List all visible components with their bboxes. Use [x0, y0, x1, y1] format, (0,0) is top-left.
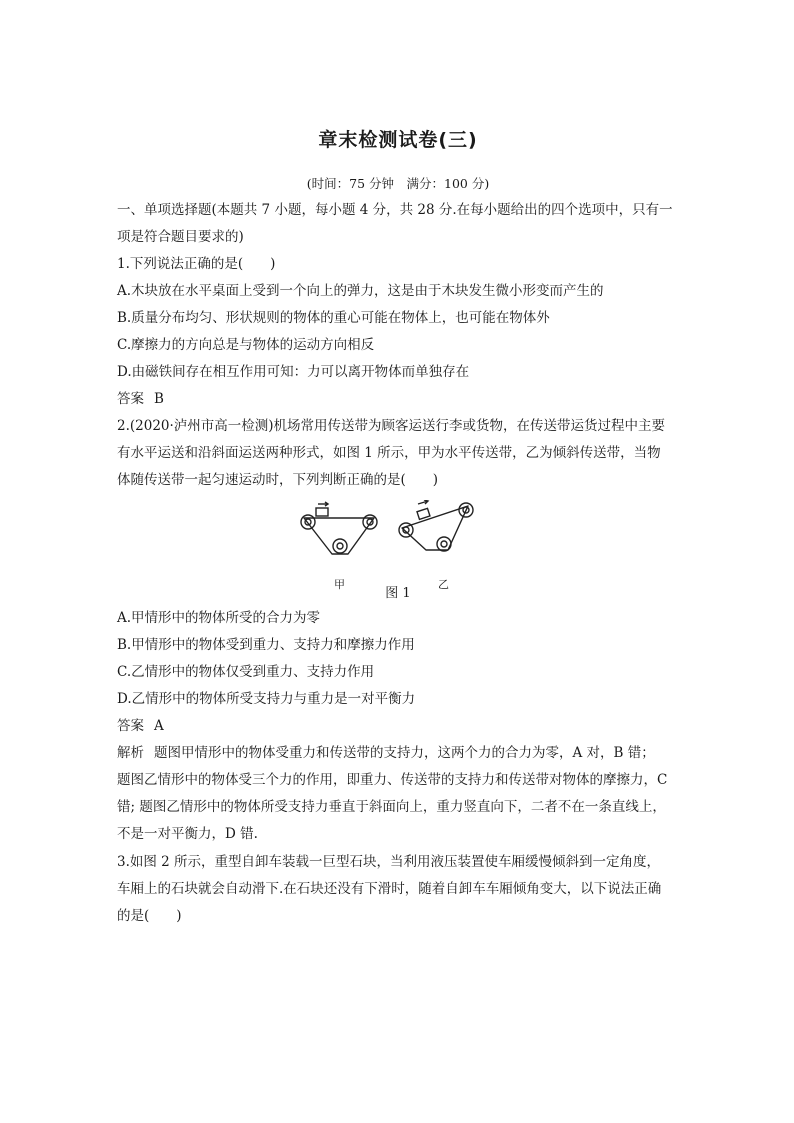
q1-option-b: B.质量分布均匀、形状规则的物体的重心可能在物体上，也可能在物体外: [117, 310, 550, 326]
analysis-label: 解析: [117, 745, 144, 761]
section-instructions-line1: 一、单项选择题(本题共 7 小题，每小题 4 分，共 28 分.在每小题给出的四个选项中，只有一: [117, 202, 673, 218]
section-instructions-line2: 项是符合题目要求的): [117, 229, 244, 245]
q2-answer: [117, 717, 679, 735]
answer-value: A: [154, 718, 164, 734]
analysis-text: 题图甲情形中的物体受重力和传送带的支持力，这两个力的合力为零，A 对，B 错；: [154, 745, 655, 761]
horizontal-conveyor: [301, 502, 377, 554]
answer-label: 答案: [117, 391, 144, 407]
exam-info: (时间：75 分钟 满分：100 分): [306, 176, 490, 191]
q2-option-c: C.乙情形中的物体仅受到重力、支持力作用: [117, 664, 375, 680]
q1-option-a: A.木块放在水平桌面上受到一个向上的弹力，这是由于木块发生微小形变而产生的: [117, 283, 604, 299]
q2-analysis-line4: 不是一对平衡力，D 错.: [117, 826, 258, 842]
answer-value: B: [154, 391, 164, 407]
page-title: 章末检测试卷(三): [318, 129, 478, 151]
q2-stem-line3: 体随传送带一起匀速运动时，下列判断正确的是( ): [117, 472, 439, 488]
q2-option-d: D.乙情形中的物体所受支持力与重力是一对平衡力: [117, 691, 416, 707]
conveyor-belt-figure: [117, 500, 679, 590]
q1-stem: 1.下列说法正确的是( ): [117, 256, 276, 272]
q2-analysis-line1: [117, 744, 679, 762]
q1-answer: [117, 390, 679, 408]
answer-label: 答案: [117, 718, 144, 734]
inclined-conveyor: [399, 500, 473, 551]
q2-stem-line1: 2.(2020·泸州市高一检测)机场常用传送带为顾客运送行李或货物，在传送带运货过程中主要: [117, 418, 666, 434]
figure-label-yi: 乙: [438, 578, 449, 591]
q1-option-d: D.由磁铁间存在相互作用可知：力可以离开物体而单独存在: [117, 364, 470, 380]
q2-analysis-line2: 题图乙情形中的物体受三个力的作用，即重力、传送带的支持力和传送带对物体的摩擦力，C: [117, 772, 668, 788]
figure-caption: 图 1: [385, 586, 411, 601]
conveyor-diagram: [298, 500, 498, 576]
q2-analysis-line3: 错; 题图乙情形中的物体所受支持力垂直于斜面向上，重力竖直向下，二者不在一条直线上，: [117, 799, 666, 815]
q3-stem-line1: 3.如图 2 所示，重型自卸车装载一巨型石块，当利用液压装置使车厢缓慢倾斜到一定角度，: [117, 854, 661, 870]
q2-option-b: B.甲情形中的物体受到重力、支持力和摩擦力作用: [117, 637, 415, 653]
q2-option-a: A.甲情形中的物体所受的合力为零: [117, 610, 321, 626]
q1-option-c: C.摩擦力的方向总是与物体的运动方向相反: [117, 337, 375, 353]
q2-stem-line2: 有水平运送和沿斜面运送两种形式，如图 1 所示，甲为水平传送带，乙为倾斜传送带，当物: [117, 445, 661, 461]
q3-stem-line3: 的是( ): [117, 908, 182, 924]
figure-label-jia: 甲: [334, 578, 345, 591]
q3-stem-line2: 车厢上的石块就会自动滑下.在石块还没有下滑时，随着自卸车车厢倾角变大，以下说法正确: [117, 881, 662, 897]
